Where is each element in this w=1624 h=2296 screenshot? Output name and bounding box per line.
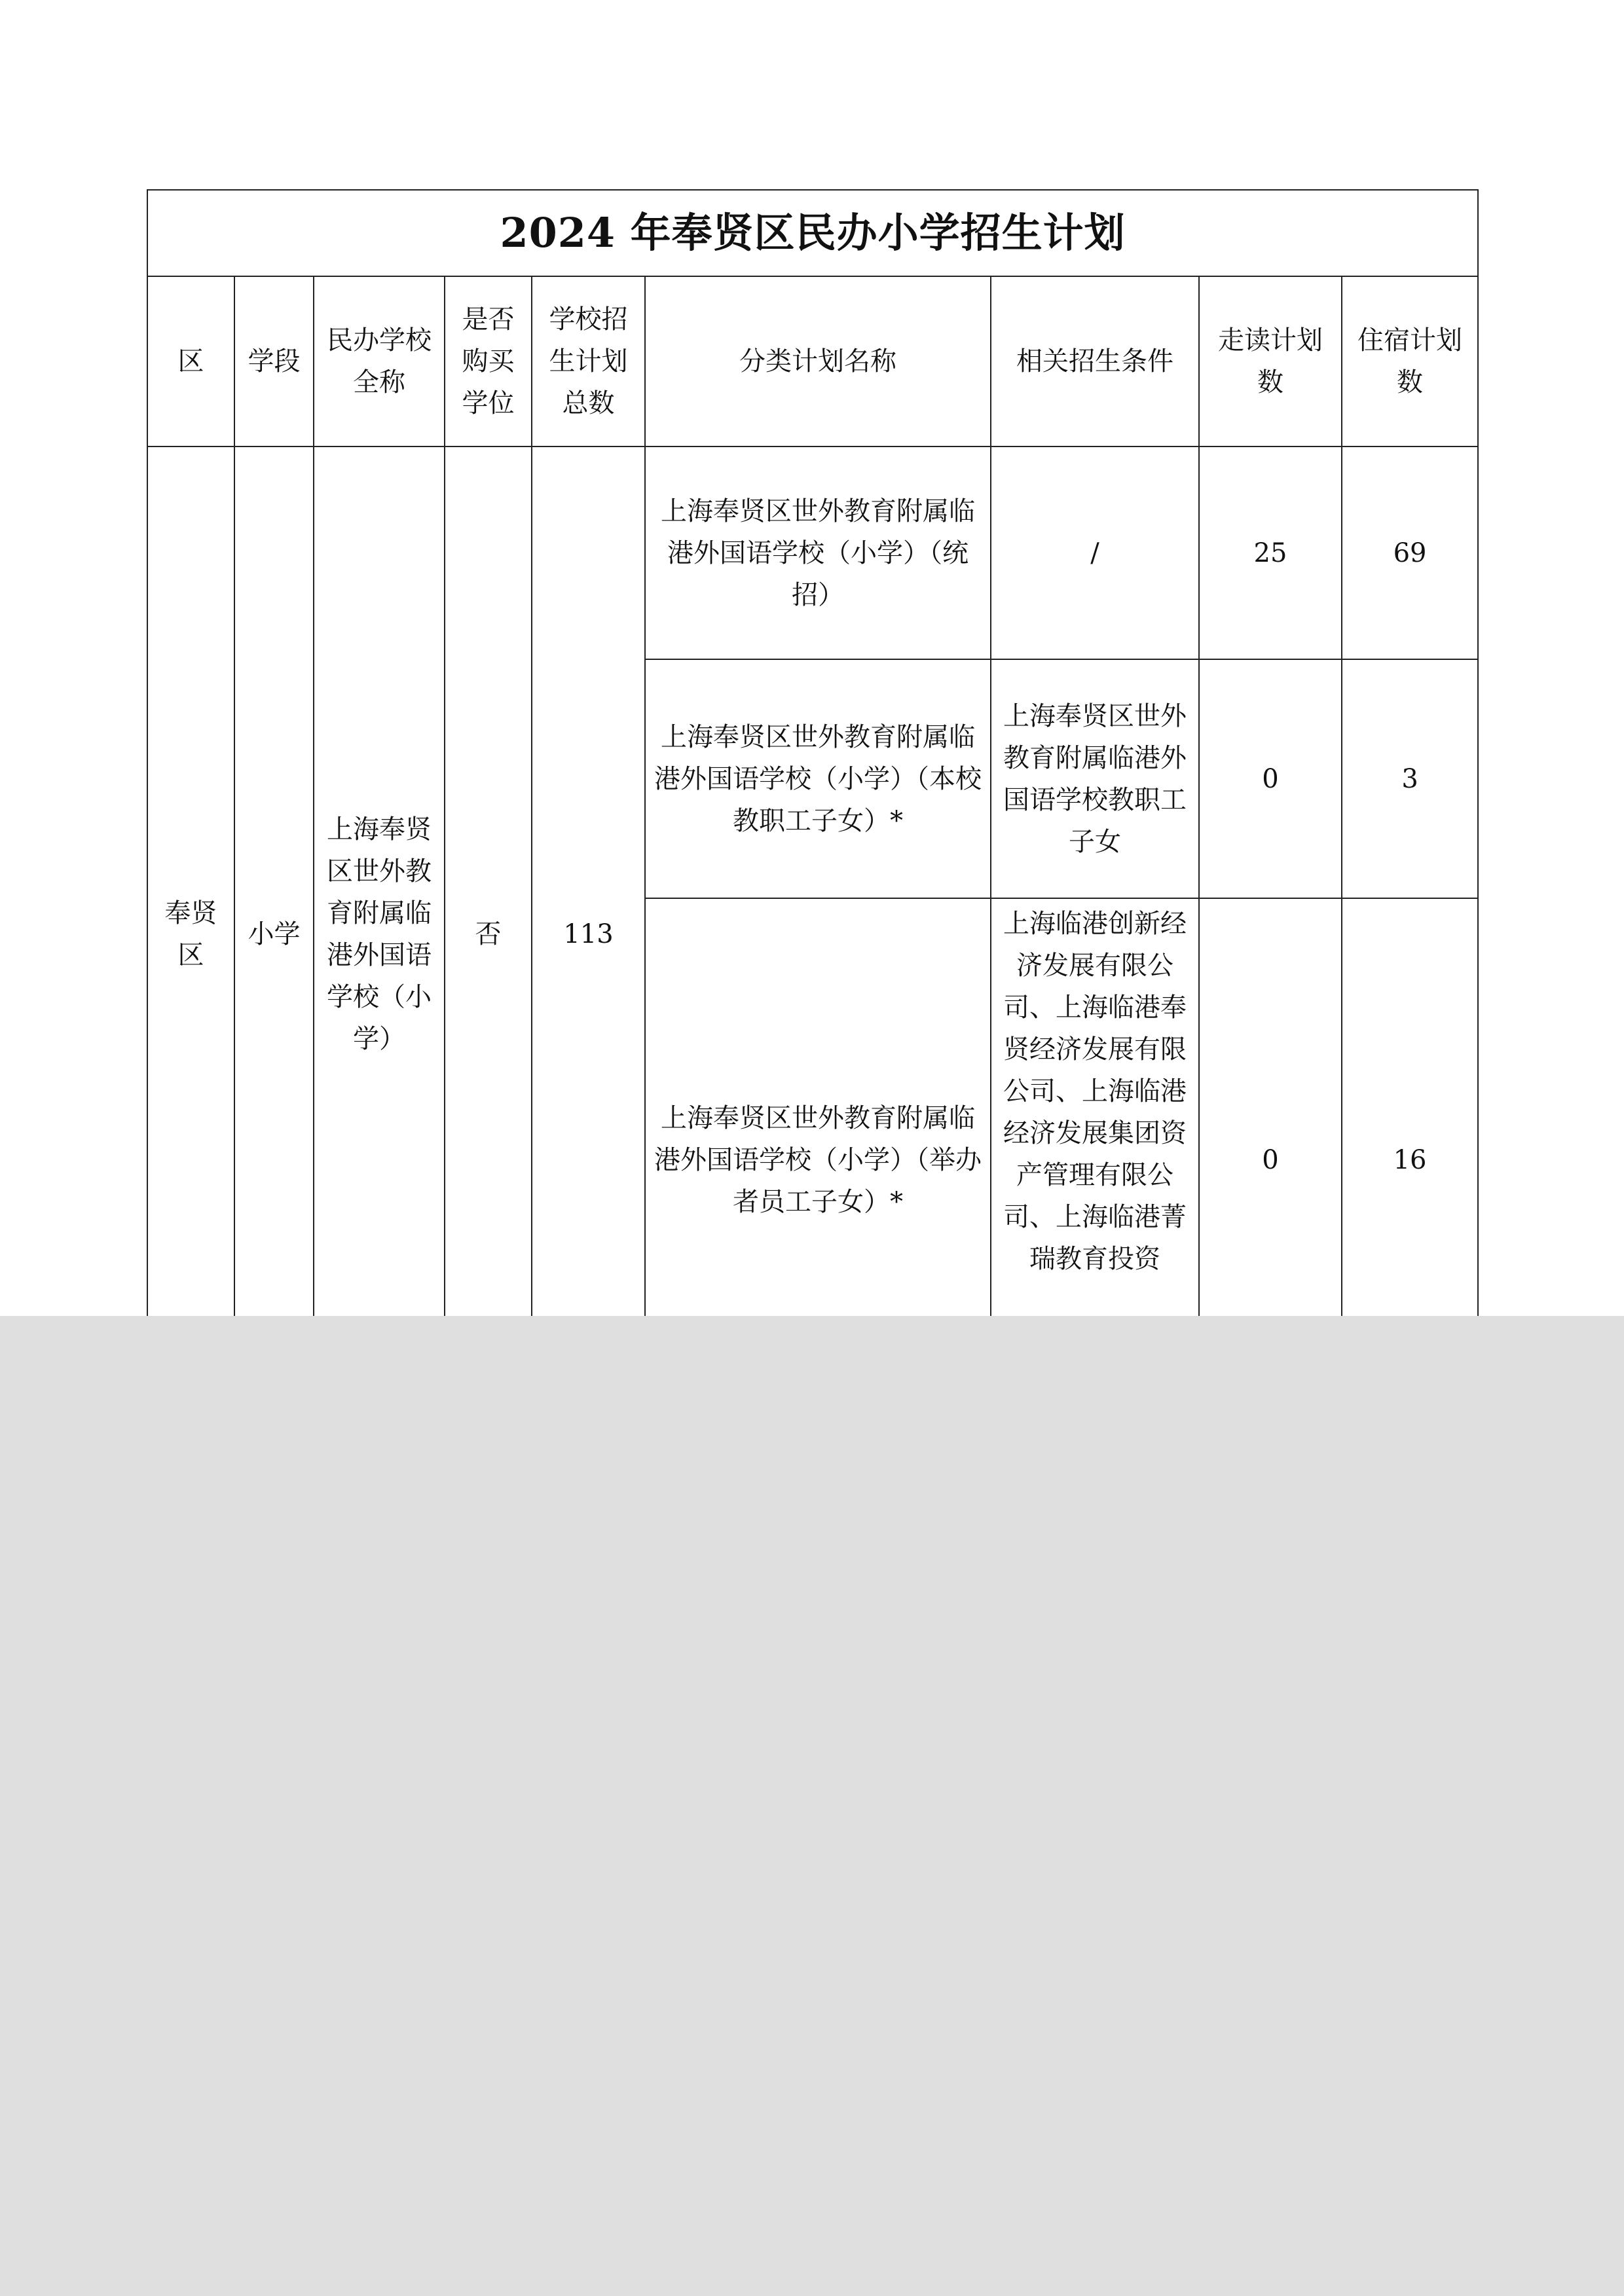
cell-category: 上海奉贤区世外教育附属临港外国语学校（小学）（统招）: [645, 446, 991, 659]
cell-day-count: 0: [1199, 659, 1342, 898]
cell-conditions: 上海奉贤区世外教育附属临港外国语学校教职工子女: [991, 659, 1199, 898]
cell-category: 上海奉贤区世外教育附属临港外国语学校（小学）（本校教职工子女）*: [645, 659, 991, 898]
header-day-count: 走读计划数: [1199, 276, 1342, 446]
header-category: 分类计划名称: [645, 276, 991, 446]
page-overlay: [0, 1316, 1624, 2296]
cell-board-count: 3: [1342, 659, 1478, 898]
cell-district: 奉贤区: [147, 446, 234, 1316]
cell-school-name: 上海奉贤区世外教育附属临港外国语学校（小学）: [314, 446, 445, 1316]
cell-day-count: 0: [1199, 898, 1342, 1316]
cell-board-count: 69: [1342, 446, 1478, 659]
header-stage: 学段: [234, 276, 314, 446]
cell-category: 上海奉贤区世外教育附属临港外国语学校（小学）（举办者员工子女）*: [645, 898, 991, 1316]
cell-buy-seat: 否: [445, 446, 532, 1316]
header-total: 学校招生计划总数: [532, 276, 645, 446]
header-district: 区: [147, 276, 234, 446]
cell-stage: 小学: [234, 446, 314, 1316]
header-conditions: 相关招生条件: [991, 276, 1199, 446]
table-row: [147, 446, 1478, 659]
cell-conditions: 上海临港创新经济发展有限公司、上海临港奉贤经济发展有限公司、上海临港经济发展集团资产管理有限公司、上海临港菁瑞教育投资: [991, 898, 1199, 1316]
cell-conditions: /: [991, 446, 1199, 659]
enrollment-plan-table: [147, 189, 1479, 1316]
header-buy-seat: 是否购买学位: [445, 276, 532, 446]
cell-day-count: 25: [1199, 446, 1342, 659]
header-row: [147, 276, 1478, 446]
cell-total: 113: [532, 446, 645, 1316]
header-board-count: 住宿计划数: [1342, 276, 1478, 446]
cell-board-count: 16: [1342, 898, 1478, 1316]
table-title: 2024 年奉贤区民办小学招生计划: [147, 190, 1478, 276]
header-school-name: 民办学校全称: [314, 276, 445, 446]
